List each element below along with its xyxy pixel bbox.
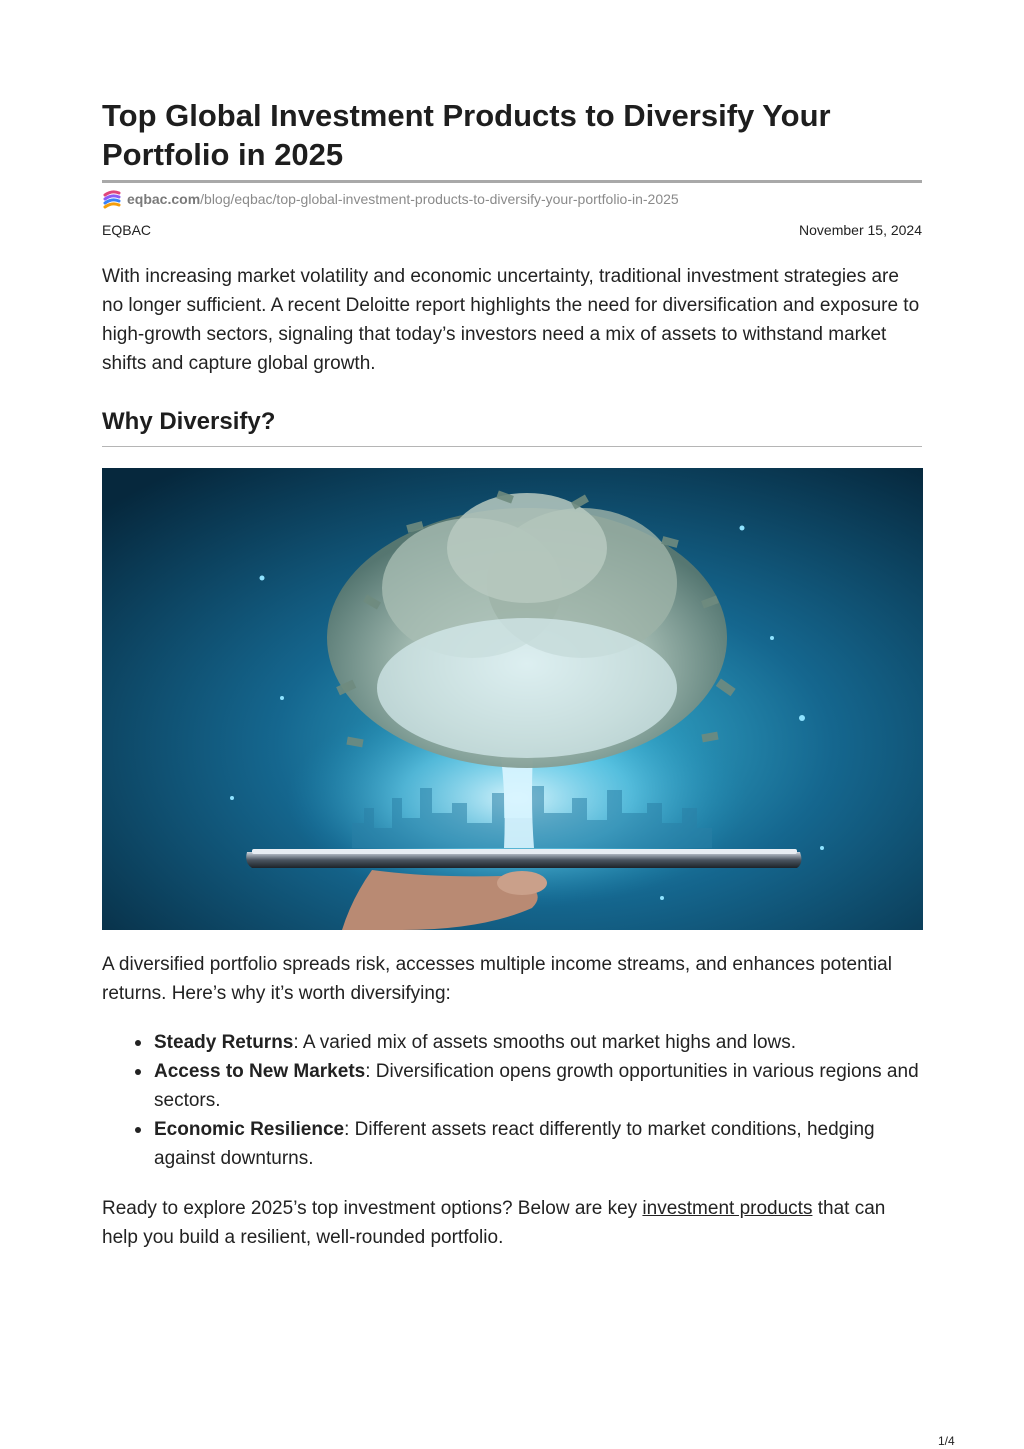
list-item-text: : Different assets react differently to market conditions, hedging against downturns.	[154, 1119, 875, 1169]
author: EQBAC	[102, 222, 152, 238]
page-number: 1/4	[938, 1434, 955, 1448]
benefits-list	[102, 1028, 922, 1173]
section-paragraph: A diversified portfolio spreads risk, accesses multiple income streams, and enhances potential returns. Here’s why it’s worth diversifying:	[102, 954, 892, 1004]
list-item	[154, 1057, 922, 1115]
list-item-text: : A varied mix of assets smooths out market highs and lows.	[293, 1032, 797, 1053]
list-item	[154, 1028, 922, 1057]
list-item	[154, 1115, 922, 1173]
section-divider	[102, 446, 922, 447]
page-title: Top Global Investment Products to Diversify Your Portfolio in 2025	[102, 98, 831, 172]
source-domain: eqbac.com	[127, 191, 201, 207]
money-tree-on-tablet-image	[102, 468, 923, 930]
list-item-text: : Diversification opens growth opportunities in various regions and sectors.	[154, 1061, 919, 1111]
investment-products-link[interactable]: investment products	[642, 1198, 813, 1219]
source-url[interactable]	[102, 189, 679, 209]
site-logo-icon	[102, 189, 122, 209]
publish-date: November 15, 2024	[799, 222, 922, 238]
intro-paragraph: With increasing market volatility and economic uncertainty, traditional investment strategies are no longer sufficient. A recent Deloitte report highlights the need for diversification and exposure to high-growth sectors, signaling that today’s investors need a mix of assets to withstand market shifts and capture global growth.	[102, 266, 920, 374]
list-item-term: Access to New Markets	[154, 1061, 366, 1082]
closing-paragraph	[102, 1194, 922, 1252]
list-item-term: Economic Resilience	[154, 1119, 345, 1140]
list-item-term: Steady Returns	[154, 1032, 294, 1053]
title-divider	[102, 180, 922, 183]
closing-text-before: Ready to explore 2025’s top investment options? Below are key	[102, 1198, 643, 1219]
source-path: /blog/eqbac/top-global-investment-products-to-diversify-your-portfolio-in-2025	[200, 191, 679, 207]
article-meta	[102, 222, 922, 238]
section-heading: Why Diversify?	[102, 408, 276, 435]
closing-text-after: that can help you build a resilient, well-rounded portfolio.	[102, 1198, 886, 1248]
